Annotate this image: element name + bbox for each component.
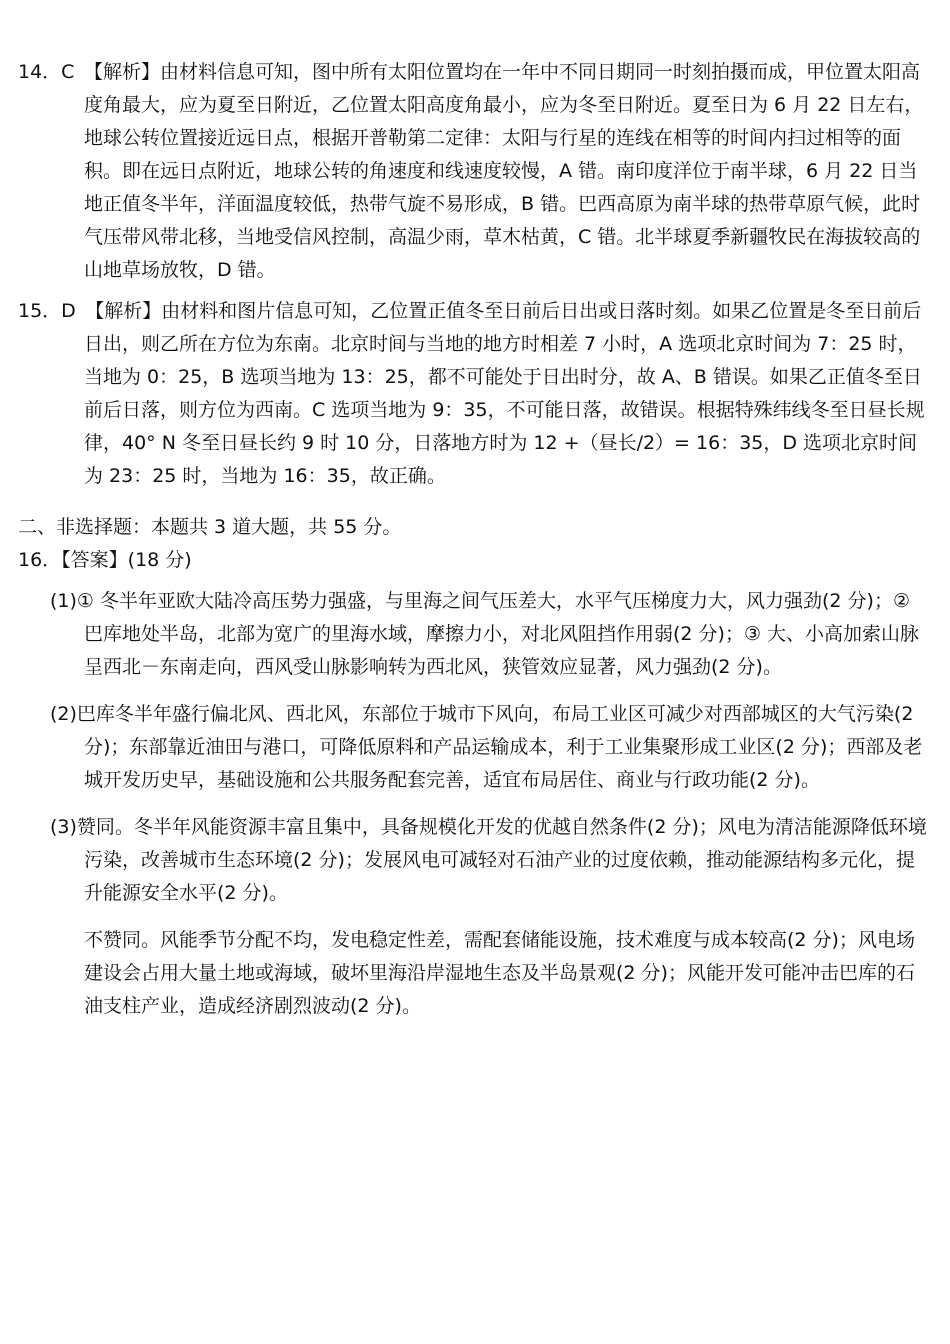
question-16-part-1: (1)① 冬半年亚欧大陆冷高压势力强盛，与里海之间气压差大，水平气压梯度力大，风力强劲(2 分)；② 巴库地处半岛，北部为宽广的里海水域，摩擦力小，对北风阻挡作用弱(2 分)；③ 大、小高加索山脉呈西北－东南走向，西风受山脉影响转为西北风，狭管效应显著，风力强劲(2 分)。 [50, 590, 920, 678]
question-15-answer [18, 295, 932, 493]
question-16-part-3-agree: (3)赞同。冬半年风能资源丰富且集中，具备规模化开发的优越自然条件(2 分)；风电为清洁能源降低环境污染，改善城市生态环境(2 分)；发展风电可减轻对石油产业的过度依赖，推动能源结构多元化，提升能源安全水平(2 分)。 [50, 816, 927, 904]
document-page [0, 56, 950, 1023]
question-14-explanation: 14．C 【解析】由材料信息可知，图中所有太阳位置均在一年中不同日期同一时刻拍摄而成，甲位置太阳高度角最大，应为夏至日附近，乙位置太阳高度角最小，应为冬至日附近。夏至日为 6 月 22 日左右，地球公转位置接近远日点，根据开普勒第二定律：太阳与行星的连线在相等的时间内扫过相等的面积。即在远日点附近，地球公转的角速度和线速度较慢，A 错。南印度洋位于南半球，6 月 22 日当地正值冬半年，洋面温度较低，热带气旋不易形成，B 错。巴西高原为南半球的热带草原气候，此时气压带风带北移，当地受信风控制，高温少雨，草木枯黄，C 错。北半球夏季新疆牧民在海拔较高的山地草场放牧，D 错。 [18, 61, 924, 281]
question-16-heading: 16．【答案】(18 分) [18, 549, 192, 571]
question-16-part-2: (2)巴库冬半年盛行偏北风、西北风，东部位于城市下风向，布局工业区可减少对西部城区的大气污染(2 分)；东部靠近油田与港口，可降低原料和产品运输成本，利于工业集聚形成工业区(2 分)；西部及老城开发历史早，基础设施和公共服务配套完善，适宜布局居住、商业与行政功能(2 分)。 [50, 703, 923, 791]
question-15-explanation: 15．D 【解析】由材料和图片信息可知，乙位置正值冬至日前后日出或日落时刻。如果乙位置是冬至日前后日出，则乙所在方位为东南。北京时间与当地的地方时相差 7 小时，A 选项北京时间为 7：25 时，当地为 0：25，B 选项当地为 13：25，都不可能处于日出时分，故 A、B 错误。如果乙正值冬至日前后日落，则方位为西南。C 选项当地为 9：35，不可能日落，故错误。根据特殊纬线冬至日昼长规律，40° N 冬至日昼长约 9 时 10 分，日落地方时为 12 +（昼长/2）= 16：35，D 选项北京时间为 23：25 时，当地为 16：35，故正确。 [18, 300, 925, 487]
section-title-non-choice: 二、非选择题：本题共 3 道大题，共 55 分。 [18, 516, 402, 538]
question-16-part-3-disagree: 不赞同。风能季节分配不均，发电稳定性差，需配套储能设施，技术难度与成本较高(2 分)；风电场建设会占用大量土地或海域，破坏里海沿岸湿地生态及半岛景观(2 分)；风能开发可能冲击巴库的石油支柱产业，造成经济剧烈波动(2 分)。 [84, 929, 915, 1017]
question-14-answer [18, 56, 932, 287]
